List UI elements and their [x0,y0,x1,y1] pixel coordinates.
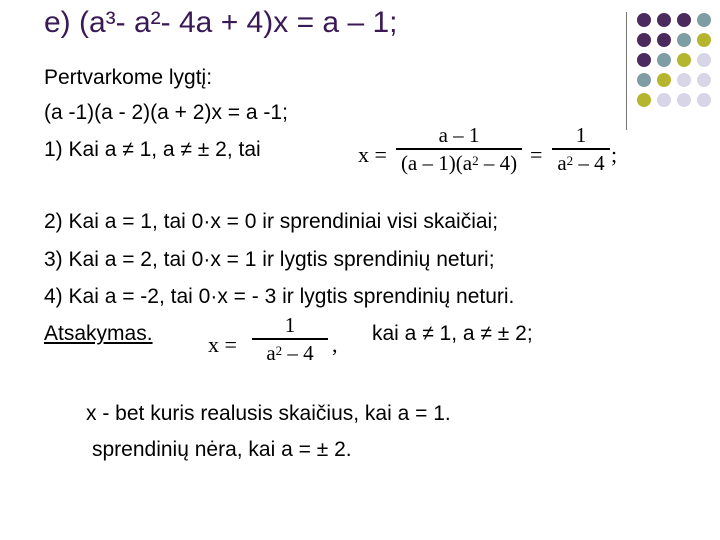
text-line-3: 1) Kai a ≠ 1, a ≠ ± 2, tai [44,138,261,161]
dot [677,93,691,107]
answer-line-2: x - bet kuris realusis skaičius, kai a = 1. [86,402,451,425]
formula-1-lhs: x = [358,142,387,167]
fraction-numerator: 1 [284,313,296,337]
dot [677,13,691,27]
dot [637,33,651,47]
answer-condition: kai a ≠ 1, a ≠ ± 2; [372,322,533,345]
slide-title: e) (a³- a²- 4a + 4)x = a – 1; [44,6,398,39]
fraction-1-numerator: a – 1 [438,123,480,147]
formula-1-fraction-1 [396,123,522,175]
dot [657,93,671,107]
text-line-1: Pertvarkome lygtį: [44,66,213,89]
fraction-bar [552,148,610,150]
text-line-2: (a -1)(a - 2)(a + 2)x = a -1; [44,101,288,124]
dot [677,33,691,47]
dot [697,33,711,47]
dot [657,73,671,87]
text-line-4: 2) Kai a = 1, tai 0·x = 0 ir sprendiniai visi skaičiai; [44,210,499,233]
text-line-6: 4) Kai a = -2, tai 0·x = - 3 ir lygtis sprendinių neturi. [44,285,515,308]
divider-line [626,12,627,130]
fraction-2-denominator: $a^2 - 4$ [557,150,605,175]
formula-2-comma: , [332,332,338,357]
answer-line-3: sprendinių nėra, kai a = ± 2. [92,438,352,461]
dot [697,13,711,27]
fraction-denominator: $a^2 - 4$ [266,340,314,365]
dot [657,53,671,67]
formula-2-fraction [252,313,328,365]
answer-label: Atsakymas. [44,322,153,345]
formula-1-fraction-2 [552,123,610,175]
dot [677,53,691,67]
text-line-5: 3) Kai a = 2, tai 0·x = 1 ir lygtis sprendinių neturi; [44,248,495,271]
dot [637,93,651,107]
formula-1-semicolon: ; [611,142,618,167]
fraction-1-denominator: $(a - 1)(a^2 - 4)$ [400,150,518,175]
formula-2-lhs: x = [208,332,237,357]
dot [657,33,671,47]
dot [697,53,711,67]
fraction-bar [396,148,522,150]
dot [677,73,691,87]
dot [697,73,711,87]
dot [697,93,711,107]
fraction-2-numerator: 1 [575,123,587,147]
dot [637,53,651,67]
fraction-bar [252,338,328,340]
dot [657,13,671,27]
dot [637,13,651,27]
dot [637,73,651,87]
formula-1-equals: = [530,142,543,167]
